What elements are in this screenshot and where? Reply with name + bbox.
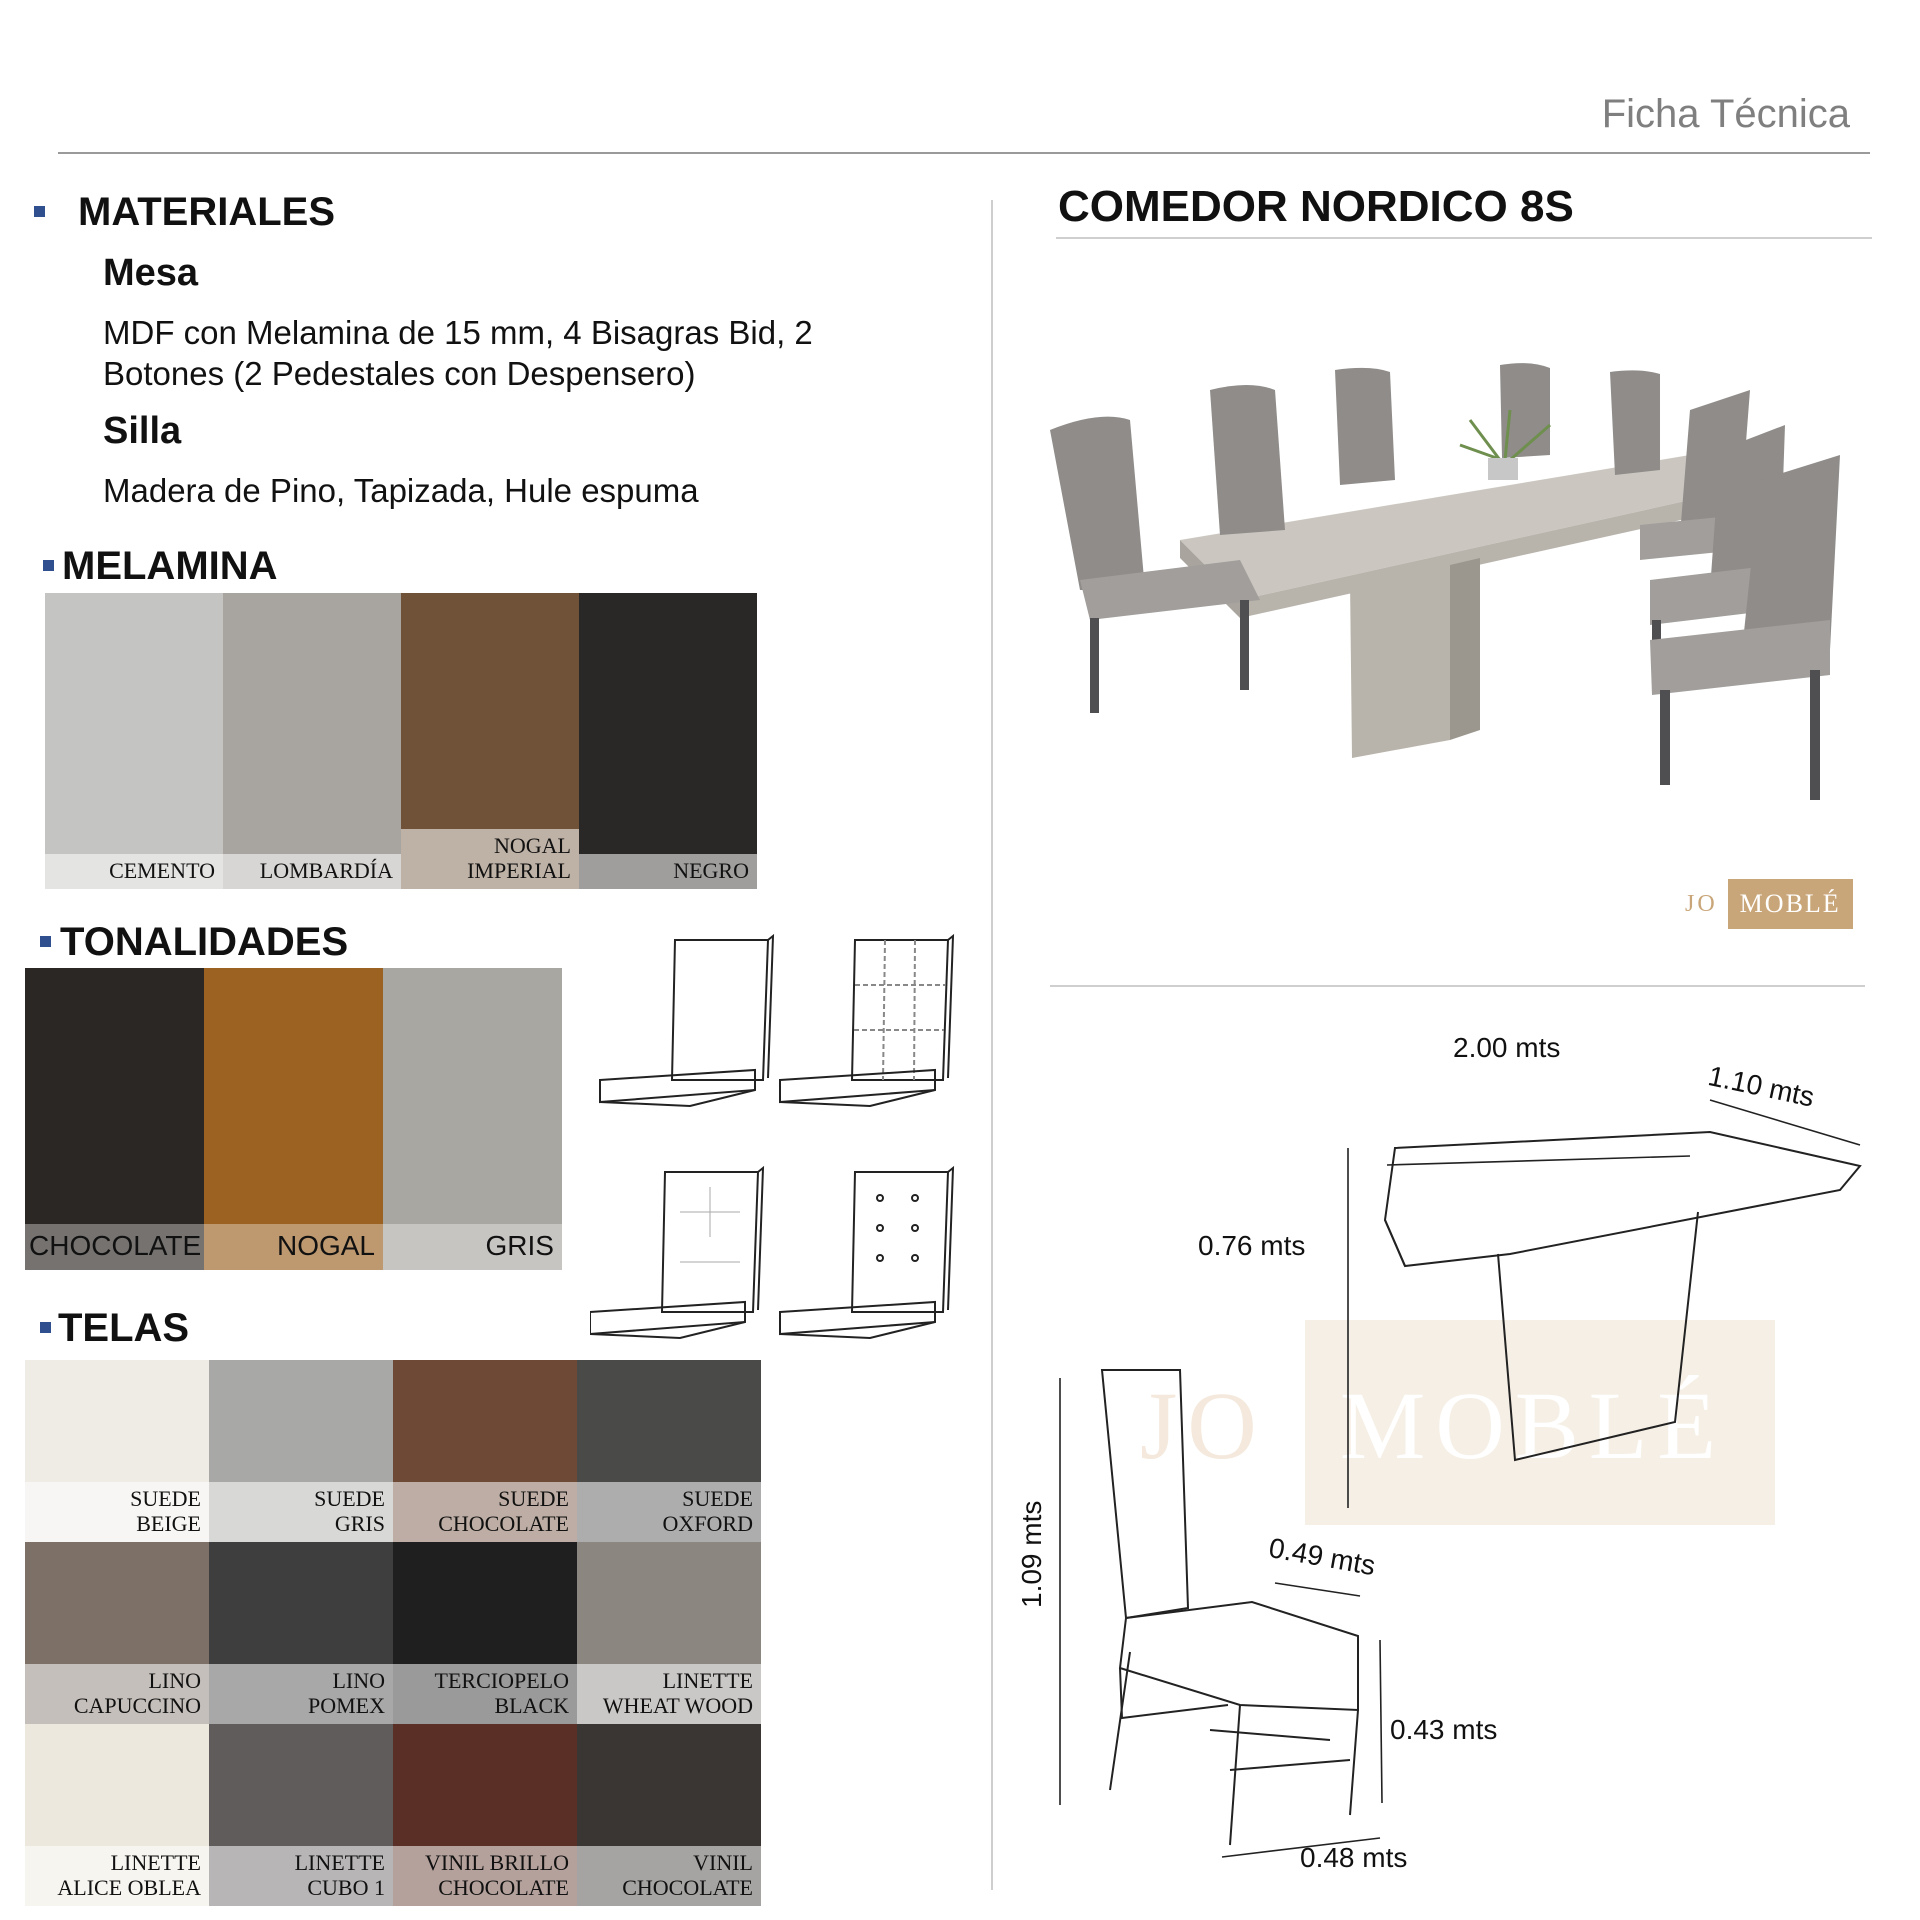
tela-swatch	[209, 1360, 393, 1542]
tela-swatch	[25, 1360, 209, 1542]
chair-2	[1210, 385, 1285, 535]
tela-swatch-label	[209, 1846, 393, 1906]
tela-swatch-label-line: LINETTE	[662, 1668, 753, 1693]
document-type-label: Ficha Técnica	[1601, 92, 1850, 136]
tela-swatch-label-line: ALICE OBLEA	[57, 1875, 201, 1900]
melamina-swatch-label-line: IMPERIAL	[467, 858, 571, 883]
dimension-chair-width: 0.48 mts	[1300, 1842, 1408, 1873]
tela-swatch	[577, 1360, 761, 1542]
bullet-icon	[40, 936, 51, 947]
brand-logo-moble: MOBLÉ	[1728, 879, 1853, 929]
product-title: COMEDOR NORDICO 8S	[1058, 182, 1574, 231]
dimension-drawing	[1030, 1040, 1890, 1900]
chair-style-sketches	[590, 930, 970, 1350]
melamina-swatch	[401, 593, 579, 889]
tonalidad-swatch	[204, 968, 383, 1270]
watermark-jo: JO	[1140, 1372, 1267, 1479]
tonalidad-swatch-label	[204, 1224, 383, 1270]
brand-logo	[1685, 878, 1853, 930]
chair-style-plain	[600, 936, 773, 1106]
melamina-swatch-label-line: NEGRO	[673, 858, 749, 883]
dimension-seat-depth: 0.49 mts	[1266, 1532, 1378, 1582]
table-outline	[1385, 1132, 1860, 1460]
tela-swatch-label-line: GRIS	[334, 1511, 385, 1536]
tela-swatch-label	[393, 1482, 577, 1542]
tela-swatch-label-line: LINO	[148, 1668, 201, 1693]
tela-swatch-label	[577, 1482, 761, 1542]
melamina-swatch	[223, 593, 401, 889]
telas-heading: TELAS	[58, 1306, 190, 1350]
melamina-swatch-label	[45, 854, 223, 889]
tela-swatch-label-line: VINIL	[693, 1850, 753, 1875]
tela-swatch-label-line: SUEDE	[314, 1486, 385, 1511]
bullet-icon	[40, 1322, 51, 1333]
tela-swatch-label-line: CHOCOLATE	[622, 1875, 753, 1900]
chair-style-stitched	[590, 1168, 763, 1338]
melamina-swatch	[579, 593, 757, 889]
tela-swatch-label-line: LINO	[332, 1668, 385, 1693]
tela-swatch-label-line: POMEX	[307, 1693, 385, 1718]
tonalidad-swatch-label-line: GRIS	[485, 1230, 554, 1261]
tela-swatch	[209, 1542, 393, 1724]
tela-swatch-label-line: CAPUCCINO	[73, 1693, 201, 1718]
tonalidades-heading: TONALIDADES	[60, 920, 349, 964]
tela-swatch-label	[393, 1846, 577, 1906]
table-pedestal	[1350, 558, 1480, 758]
tela-swatch-label-line: TERCIOPELO	[434, 1668, 569, 1693]
tela-swatch	[25, 1542, 209, 1724]
melamina-swatch-label-line: LOMBARDÍA	[259, 858, 393, 883]
tonalidad-swatch-label-line: CHOCOLATE	[29, 1230, 202, 1261]
chair-style-tufted	[780, 1168, 953, 1338]
tela-swatch-label-line: OXFORD	[662, 1511, 753, 1536]
melamina-heading: MELAMINA	[62, 544, 278, 588]
title-divider	[1056, 237, 1872, 239]
watermark-moble: MOBLÉ	[1340, 1372, 1726, 1479]
tela-swatch	[393, 1360, 577, 1542]
tela-swatch-label-line: WHEAT WOOD	[602, 1693, 753, 1718]
product-photo	[1040, 350, 1880, 850]
tonalidad-swatch-label	[383, 1224, 562, 1270]
tela-swatch-label	[25, 1482, 209, 1542]
tonalidad-swatch-label-line: NOGAL	[276, 1230, 375, 1261]
photo-divider	[1050, 985, 1865, 987]
tela-swatch	[209, 1724, 393, 1906]
tela-swatch-label	[209, 1664, 393, 1724]
tela-swatch-label-line: CUBO 1	[307, 1875, 385, 1900]
tela-swatch-label	[577, 1846, 761, 1906]
tela-swatch-label-line: VINIL BRILLO	[425, 1850, 569, 1875]
tela-swatch-label	[393, 1664, 577, 1724]
header-divider	[58, 152, 1870, 154]
melamina-swatch	[45, 593, 223, 889]
bullet-icon	[34, 206, 45, 217]
tonalidad-swatch-label	[25, 1224, 204, 1270]
dimension-table-height: 0.76 mts	[1198, 1230, 1306, 1261]
bullet-icon	[43, 560, 54, 571]
dimension-table-width: 1.10 mts	[1705, 1060, 1818, 1113]
tela-swatch-label-line: CHOCOLATE	[438, 1875, 569, 1900]
melamina-swatch-label	[223, 854, 401, 889]
tela-swatch-label-line: LINETTE	[110, 1850, 201, 1875]
tela-swatch-label	[25, 1846, 209, 1906]
tela-swatch	[393, 1542, 577, 1724]
tela-swatch-label-line: LINETTE	[294, 1850, 385, 1875]
tela-swatch-label	[25, 1664, 209, 1724]
dimension-seat-height: 0.43 mts	[1390, 1714, 1498, 1745]
silla-label: Silla	[103, 410, 182, 452]
chair-5	[1610, 370, 1660, 475]
dimension-chair-height: 1.09 mts	[1016, 1500, 1047, 1608]
tela-swatch-label-line: SUEDE	[498, 1486, 569, 1511]
silla-description: Madera de Pino, Tapizada, Hule espuma	[103, 472, 699, 509]
tonalidad-swatch	[383, 968, 562, 1270]
chair-style-quilted	[780, 936, 953, 1106]
tela-swatch	[393, 1724, 577, 1906]
tela-swatch-label-line: SUEDE	[682, 1486, 753, 1511]
mesa-label: Mesa	[103, 252, 199, 294]
melamina-swatch-label-line: CEMENTO	[109, 858, 215, 883]
melamina-swatch-label-line: NOGAL	[494, 833, 571, 858]
tela-swatch-label-line: BEIGE	[136, 1511, 201, 1536]
melamina-swatch-label	[401, 829, 579, 889]
chair-3	[1335, 368, 1395, 485]
tela-swatch-label	[577, 1664, 761, 1724]
dimension-table-length: 2.00 mts	[1453, 1032, 1561, 1063]
brand-logo-jo: JO	[1685, 890, 1718, 917]
mesa-description-line2: Botones (2 Pedestales con Despensero)	[103, 355, 696, 392]
mesa-description-line1: MDF con Melamina de 15 mm, 4 Bisagras Bid, 2	[103, 314, 813, 351]
column-divider	[991, 200, 993, 1890]
tonalidad-swatch	[25, 968, 204, 1270]
tela-swatch-label-line: SUEDE	[130, 1486, 201, 1511]
tela-swatch-label-line: CHOCOLATE	[438, 1511, 569, 1536]
tela-swatch-label-line: BLACK	[494, 1693, 569, 1718]
melamina-swatch-label	[579, 854, 757, 889]
materiales-heading: MATERIALES	[78, 190, 336, 234]
chair-outline	[1102, 1370, 1358, 1845]
tela-swatch-label	[209, 1482, 393, 1542]
tela-swatch	[577, 1542, 761, 1724]
tela-swatch	[25, 1724, 209, 1906]
tela-swatch	[577, 1724, 761, 1906]
